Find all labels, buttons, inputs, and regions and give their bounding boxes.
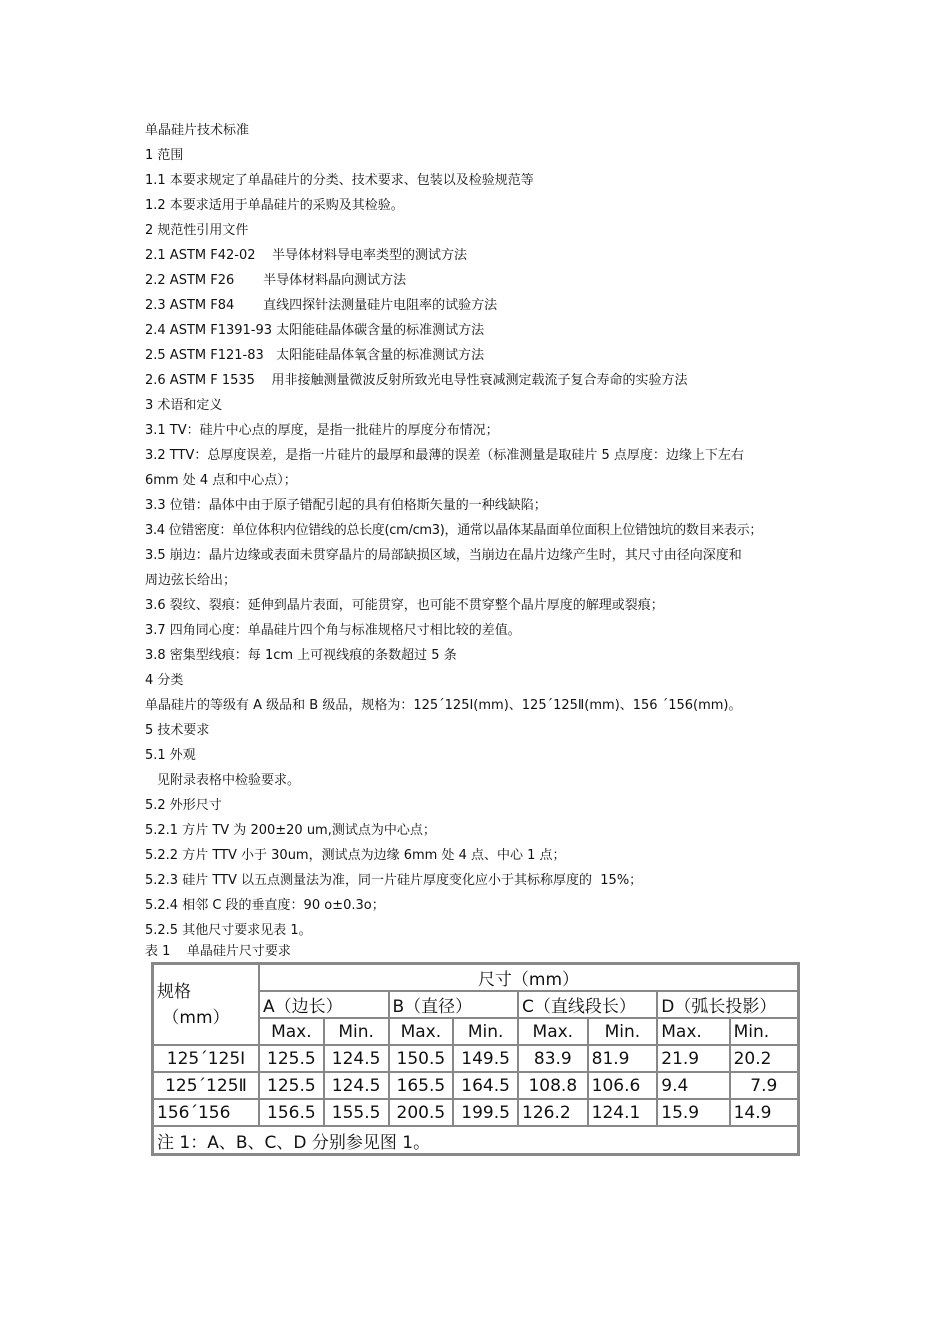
table-note: 注 1：A、B、C、D 分别参见图 1。 xyxy=(153,1126,798,1154)
definition-3-2: 3.2 TTV：总厚度误差，是指一片硅片的最厚和最薄的误差（标准测量是取硅片 5 点厚度：边缘上下左右 xyxy=(145,448,744,463)
b-max-header: Max. xyxy=(389,1018,454,1045)
cell-d-max: 21.9 xyxy=(657,1045,729,1072)
spec-header: 规格 （mm） xyxy=(153,964,259,1045)
section-3-heading: 3 术语和定义 xyxy=(145,398,223,413)
cell-b-max: 150.5 xyxy=(389,1045,454,1072)
size-spec-table xyxy=(151,962,800,1156)
group-d-header: D（弧长投影） xyxy=(657,991,798,1018)
item-5-2-3: 5.2.3 硅片 TTV 以五点测量法为准，同一片硅片厚度变化应小于其标称厚度的 15%； xyxy=(145,873,643,888)
c-max-header: Max. xyxy=(518,1018,588,1045)
row-spec: 156´156 xyxy=(153,1099,259,1126)
cell-d-min: 7.9 xyxy=(730,1072,798,1099)
item-5-2-4: 5.2.4 相邻 C 段的垂直度：90 o±0.3o； xyxy=(145,898,385,913)
group-b-header: B（直径） xyxy=(389,991,519,1018)
d-min-header: Min. xyxy=(730,1018,798,1045)
cell-c-min: 106.6 xyxy=(588,1072,658,1099)
item-5-2-2: 5.2.2 方片 TTV 小于 30um，测试点为边缘 6mm 处 4 点、中心 1 点； xyxy=(145,848,566,863)
d-max-header: Max. xyxy=(657,1018,729,1045)
item-5-2-1: 5.2.1 方片 TV 为 200±20 um,测试点为中心点； xyxy=(145,823,436,838)
group-a-header: A（边长） xyxy=(259,991,389,1018)
section-5-heading: 5 技术要求 xyxy=(145,723,210,738)
cell-c-max: 83.9 xyxy=(518,1045,588,1072)
cell-a-max: 125.5 xyxy=(259,1072,324,1099)
cell-c-min: 81.9 xyxy=(588,1045,658,1072)
cell-b-max: 200.5 xyxy=(389,1099,454,1126)
cell-a-min: 155.5 xyxy=(324,1099,389,1126)
row-spec: 125´125Ⅱ xyxy=(153,1072,259,1099)
cell-a-min: 124.5 xyxy=(324,1072,389,1099)
c-min-header: Min. xyxy=(588,1018,658,1045)
reference-2-1: 2.1 ASTM F42-02 半导体材料导电率类型的测试方法 xyxy=(145,248,468,263)
definition-3-3: 3.3 位错：晶体中由于原子错配引起的具有伯格斯矢量的一种线缺陷； xyxy=(145,498,547,513)
reference-2-6: 2.6 ASTM F 1535 用非接触测量微波反射所致光电导性衰减测定载流子复合寿命的实验方法 xyxy=(145,373,688,388)
subsection-5-1: 5.1 外观 xyxy=(145,748,196,763)
definition-3-5-cont: 周边弦长给出； xyxy=(145,573,237,588)
classification-text: 单晶硅片的等级有 A 级品和 B 级品，规格为：125´125Ⅰ(mm)、125´125Ⅱ(mm)、156 ´156(mm)。 xyxy=(145,698,742,713)
definition-3-5: 3.5 崩边：晶片边缘或表面未贯穿晶片的局部缺损区域，当崩边在晶片边缘产生时，其尺寸由径向深度和 xyxy=(145,548,742,563)
cell-b-max: 165.5 xyxy=(389,1072,454,1099)
cell-c-max: 126.2 xyxy=(518,1099,588,1126)
paragraph-1-1: 1.1 本要求规定了单晶硅片的分类、技术要求、包装以及检验规范等 xyxy=(145,173,534,188)
reference-2-5: 2.5 ASTM F121-83 太阳能硅晶体氧含量的标准测试方法 xyxy=(145,348,485,363)
cell-a-min: 124.5 xyxy=(324,1045,389,1072)
document-body xyxy=(145,118,815,961)
reference-2-2: 2.2 ASTM F26 半导体材料晶向测试方法 xyxy=(145,273,407,288)
cell-b-min: 199.5 xyxy=(453,1099,518,1126)
section-1-heading: 1 范围 xyxy=(145,148,184,163)
definition-3-2-cont: 6mm 处 4 点和中心点）； xyxy=(145,473,297,488)
paragraph-1-2: 1.2 本要求适用于单晶硅片的采购及其检验。 xyxy=(145,198,404,213)
section-4-heading: 4 分类 xyxy=(145,673,184,688)
cell-a-max: 125.5 xyxy=(259,1045,324,1072)
cell-d-max: 15.9 xyxy=(657,1099,729,1126)
a-max-header: Max. xyxy=(259,1018,324,1045)
cell-d-max: 9.4 xyxy=(657,1072,729,1099)
subsection-5-2: 5.2 外形尺寸 xyxy=(145,798,222,813)
a-min-header: Min. xyxy=(324,1018,389,1045)
definition-3-1: 3.1 TV：硅片中心点的厚度，是指一批硅片的厚度分布情况； xyxy=(145,423,499,438)
definition-3-8: 3.8 密集型线痕：每 1cm 上可视线痕的条数超过 5 条 xyxy=(145,648,457,663)
b-min-header: Min. xyxy=(453,1018,518,1045)
cell-c-max: 108.8 xyxy=(518,1072,588,1099)
table-row xyxy=(153,1099,798,1126)
item-5-2-5: 5.2.5 其他尺寸要求见表 1。 xyxy=(145,923,312,938)
row-spec: 125´125Ⅰ xyxy=(153,1045,259,1072)
reference-2-4: 2.4 ASTM F1391-93 太阳能硅晶体碳含量的标准测试方法 xyxy=(145,323,485,338)
cell-d-min: 20.2 xyxy=(730,1045,798,1072)
cell-c-min: 124.1 xyxy=(588,1099,658,1126)
definition-3-6: 3.6 裂纹、裂痕：延伸到晶片表面，可能贯穿，也可能不贯穿整个晶片厚度的解理或裂痕； xyxy=(145,598,664,613)
definition-3-4: 3.4 位错密度：单位体积内位错线的总长度(cm/cm3)，通常以晶体某晶面单位面积上位错蚀坑的数目来表示； xyxy=(145,523,763,538)
cell-b-min: 149.5 xyxy=(453,1045,518,1072)
group-c-header: C（直线段长） xyxy=(518,991,657,1018)
table-row xyxy=(153,1045,798,1072)
table-row xyxy=(153,1072,798,1099)
size-header: 尺寸（mm） xyxy=(259,964,798,991)
appearance-text: 见附录表格中检验要求。 xyxy=(157,773,301,788)
reference-2-3: 2.3 ASTM F84 直线四探针法测量硅片电阻率的试验方法 xyxy=(145,298,498,313)
definition-3-7: 3.7 四角同心度：单晶硅片四个角与标准规格尺寸相比较的差值。 xyxy=(145,623,521,638)
document-title: 单晶硅片技术标准 xyxy=(145,123,250,138)
table-caption: 表 1 单晶硅片尺寸要求 xyxy=(145,944,291,959)
section-2-heading: 2 规范性引用文件 xyxy=(145,223,249,238)
cell-a-max: 156.5 xyxy=(259,1099,324,1126)
cell-b-min: 164.5 xyxy=(453,1072,518,1099)
cell-d-min: 14.9 xyxy=(730,1099,798,1126)
